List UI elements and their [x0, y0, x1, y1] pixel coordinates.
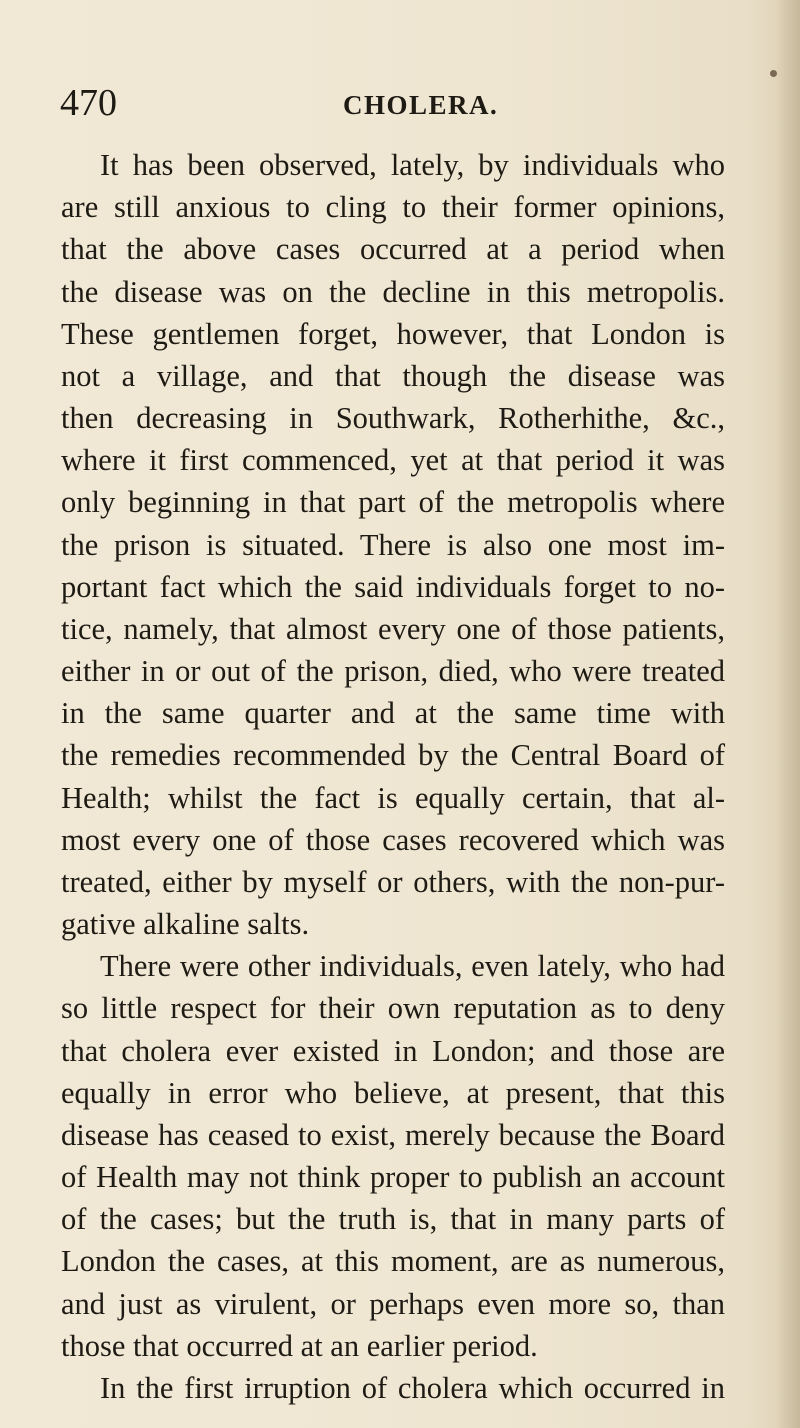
- text-line: portant fact which the said individuals forget to no-: [61, 570, 725, 604]
- text-line: Health; whilst the fact is equally certain, that al-: [61, 781, 725, 815]
- text-line: those that occurred at an earlier period.: [61, 1329, 538, 1363]
- text-line: These gentlemen forget, however, that London is: [61, 317, 725, 351]
- text-line: London the cases, at this moment, are as numerous,: [61, 1244, 725, 1278]
- text-line: treated, either by myself or others, with the non-pur-: [61, 865, 725, 899]
- text-line: disease has ceased to exist, merely because the Board: [61, 1118, 725, 1152]
- ink-speck: [770, 70, 777, 77]
- text-line: and just as virulent, or perhaps even more so, than: [61, 1287, 725, 1321]
- text-line: then decreasing in Southwark, Rotherhithe, &c.,: [61, 401, 725, 435]
- text-line: most every one of those cases recovered which was: [61, 823, 725, 857]
- page-edge-shadow: [774, 0, 800, 1428]
- text-line: where it first commenced, yet at that period it was: [61, 443, 725, 477]
- text-line: the prison is situated. There is also one most im-: [61, 528, 725, 562]
- text-line: in the same quarter and at the same time with: [61, 696, 725, 730]
- text-line: only beginning in that part of the metropolis where: [61, 485, 725, 519]
- text-line: of Health may not think proper to publish an account: [61, 1160, 725, 1194]
- text-line: There were other individuals, even lately, who had: [100, 949, 725, 983]
- text-line: gative alkaline salts.: [61, 907, 310, 941]
- text-line: the remedies recommended by the Central Board of: [61, 738, 725, 772]
- text-line: the disease was on the decline in this metropolis.: [61, 275, 725, 309]
- text-line: tice, namely, that almost every one of those patients,: [61, 612, 725, 646]
- text-line: It has been observed, lately, by individuals who: [100, 148, 725, 182]
- text-line: are still anxious to cling to their former opinions,: [61, 190, 725, 224]
- text-line: not a village, and that though the disease was: [61, 359, 725, 393]
- text-line: either in or out of the prison, died, who were treated: [61, 654, 725, 688]
- text-line: that cholera ever existed in London; and those are: [61, 1034, 725, 1068]
- text-line: so little respect for their own reputation as to deny: [61, 991, 725, 1025]
- text-line: In the first irruption of cholera which occurred in: [100, 1371, 725, 1405]
- text-line: of the cases; but the truth is, that in many parts of: [61, 1202, 725, 1236]
- running-head: CHOLERA.: [343, 90, 499, 120]
- page-number: 470: [60, 82, 117, 124]
- text-line: equally in error who believe, at present, that this: [61, 1076, 725, 1110]
- text-line: that the above cases occurred at a period when: [61, 232, 725, 266]
